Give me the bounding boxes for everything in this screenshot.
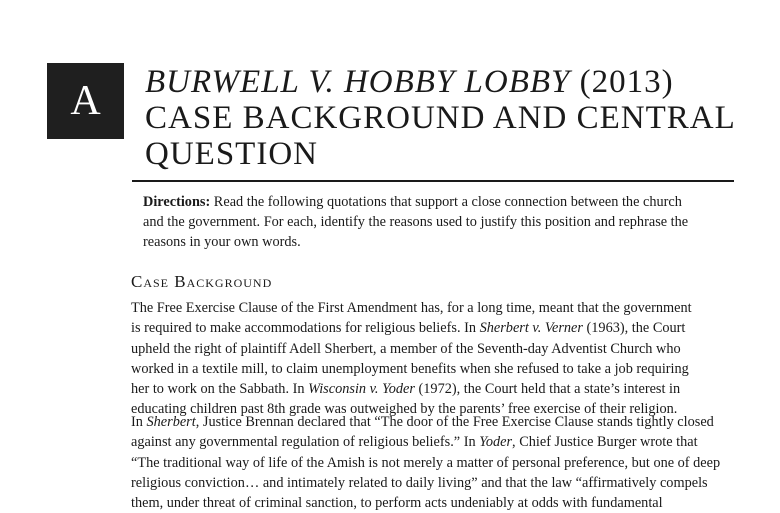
paragraph-line: educating children past 8th grade was outweighed by the parents’ free exercise of their religion. bbox=[131, 401, 678, 418]
paragraph-line: “The traditional way of life of the Amish is not merely a matter of personal preference, but one of deep bbox=[131, 454, 721, 471]
paragraph-line bbox=[131, 432, 698, 452]
directions-line bbox=[143, 192, 703, 212]
title-year: (2013) bbox=[570, 64, 674, 100]
paragraph-line bbox=[131, 318, 691, 338]
directions-line: reasons in your own words. bbox=[143, 234, 301, 250]
paragraph-line: religious conviction… and intimately related to daily living” and that the law “affirmatively compels bbox=[131, 474, 708, 491]
title-line-1 bbox=[145, 64, 745, 100]
paragraph-line bbox=[131, 379, 691, 399]
title-case-name: BURWELL V. HOBBY LOBBY bbox=[145, 64, 571, 100]
paragraph-line: worked in a textile mill, to claim unemployment benefits when she refused to take a job requiring bbox=[131, 360, 689, 377]
case-citation: Sherbert v. Verner bbox=[479, 320, 583, 337]
directions-line: and the government. For each, identify the reasons used to justify this position and rephrase the bbox=[143, 214, 689, 230]
text-run: In bbox=[131, 414, 147, 430]
case-citation: Wisconsin v. Yoder bbox=[308, 381, 415, 398]
section-heading: Case Background bbox=[131, 272, 273, 291]
text-run: (1963), the Court bbox=[582, 320, 686, 337]
text-run: against any governmental regulation of religious beliefs.” In bbox=[131, 434, 480, 451]
title-line-3: QUESTION bbox=[145, 136, 318, 172]
title-line-2: CASE BACKGROUND AND CENTRAL bbox=[145, 100, 736, 136]
title-divider bbox=[132, 180, 734, 182]
directions-block bbox=[143, 192, 703, 252]
directions-label: Directions: bbox=[143, 194, 211, 210]
body-paragraph-2 bbox=[131, 412, 721, 513]
text-run: her to work on the Sabbath. In bbox=[131, 381, 309, 398]
case-citation: Sherbert bbox=[146, 414, 196, 430]
text-run: (1972), the Court held that a state’s interest in bbox=[414, 381, 681, 398]
text-run: , Justice Brennan declared that “The door of the Free Exercise Clause stands tightly closed bbox=[195, 414, 714, 430]
section-letter: A bbox=[70, 78, 101, 124]
paragraph-line bbox=[131, 412, 714, 432]
body-paragraph-1 bbox=[131, 298, 691, 420]
paragraph-line: The Free Exercise Clause of the First Amendment has, for a long time, meant that the government bbox=[131, 300, 692, 316]
paragraph-line: them, under threat of criminal sanction, to perform acts undeniably at odds with fundamental bbox=[131, 495, 663, 512]
page-title bbox=[145, 64, 745, 172]
paragraph-line: upheld the right of plaintiff Adell Sherbert, a member of the Seventh-day Adventist Church who bbox=[131, 340, 681, 357]
section-letter-badge bbox=[47, 63, 124, 139]
text-run: , Chief Justice Burger wrote that bbox=[512, 434, 698, 451]
directions-text: Read the following quotations that support a close connection between the church bbox=[210, 194, 682, 210]
text-run: is required to make accommodations for religious beliefs. In bbox=[131, 320, 480, 337]
case-citation: Yoder bbox=[479, 434, 513, 451]
